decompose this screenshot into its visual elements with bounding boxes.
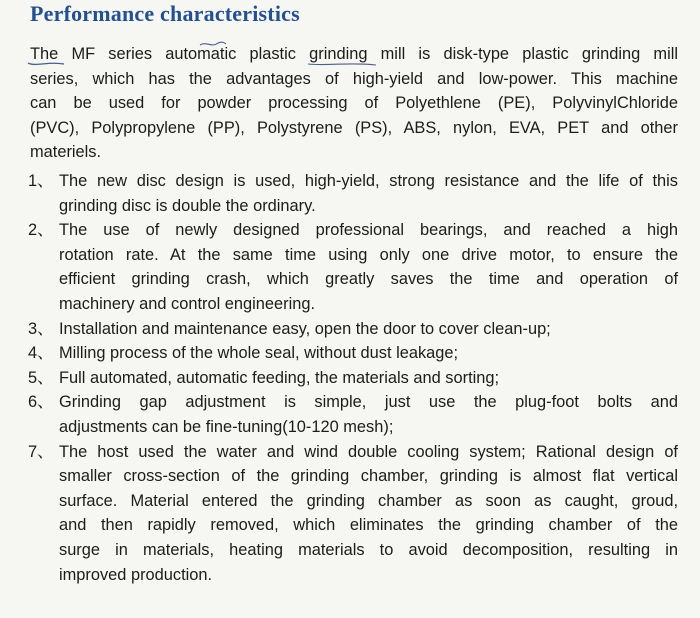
list-item <box>28 317 678 342</box>
list-item <box>28 218 678 316</box>
list-item-line: and then rapidly removed, which eliminates the grinding chamber of the <box>59 516 678 535</box>
list-item <box>28 341 678 366</box>
list-item-line: The host used the water and wind double cooling system; Rational design of <box>59 442 678 461</box>
list-item-line: rotation rate. At the same time using only one drive motor, to ensure the <box>59 245 678 264</box>
list-item-number: 6、 <box>28 393 54 412</box>
list-item-line: adjustments can be fine-tuning(10-120 mesh); <box>59 417 394 436</box>
list-item-line: smaller cross-section of the grinding chamber, grinding is almost flat vertical <box>59 467 678 486</box>
intro-line: (PVC), Polypropylene (PP), Polystyrene (PS), ABS, nylon, EVA, PET and other <box>30 118 678 137</box>
list-item-line: grinding disc is double the ordinary. <box>59 196 316 215</box>
intro-line: series, which has the advantages of high-yield and low-power. This machine <box>30 69 678 88</box>
feature-list <box>28 169 678 587</box>
list-item-line: improved production. <box>59 565 213 584</box>
list-item-number: 7、 <box>28 442 54 461</box>
list-item-number: 2、 <box>28 221 54 240</box>
list-item-line: The new disc design is used, high-yield, strong resistance and the life of this <box>59 172 678 190</box>
list-item-number: 5、 <box>28 368 54 387</box>
list-item-line: machinery and control engineering. <box>59 294 316 313</box>
list-item <box>28 366 678 391</box>
list-item <box>28 440 678 588</box>
list-item-line: efficient grinding crash, which greatly saves the time and operation of <box>59 270 678 289</box>
list-item-number: 4、 <box>28 344 54 363</box>
list-item-number: 3、 <box>28 319 54 338</box>
list-item-number: 1、 <box>28 172 54 190</box>
list-item-line: The use of newly designed professional bearings, and reached a high <box>59 221 678 240</box>
list-item-line: Grinding gap adjustment is simple, just use the plug-foot bolts and <box>59 393 678 412</box>
list-item <box>28 169 678 218</box>
list-item <box>28 390 678 439</box>
intro-line: can be used for powder processing of Polyethlene (PE), PolyvinylChloride <box>30 94 678 112</box>
list-item-line: surge in materials, heating materials to avoid decomposition, resulting in <box>59 540 678 559</box>
list-item-line: Full automated, automatic feeding, the materials and sorting; <box>59 368 500 387</box>
list-item-line: Installation and maintenance easy, open the door to cover clean-up; <box>59 319 551 338</box>
intro-line: materiels. <box>30 143 102 161</box>
section-title: Performance characteristics <box>30 1 300 26</box>
list-item-line: surface. Material entered the grinding chamber as soon as caught, groud, <box>59 491 678 510</box>
intro-paragraph <box>30 42 678 165</box>
intro-line: The MF series automatic plastic grinding mill is disk-type plastic grinding mill <box>30 45 678 63</box>
list-item-line: Milling process of the whole seal, without dust leakage; <box>59 344 459 363</box>
